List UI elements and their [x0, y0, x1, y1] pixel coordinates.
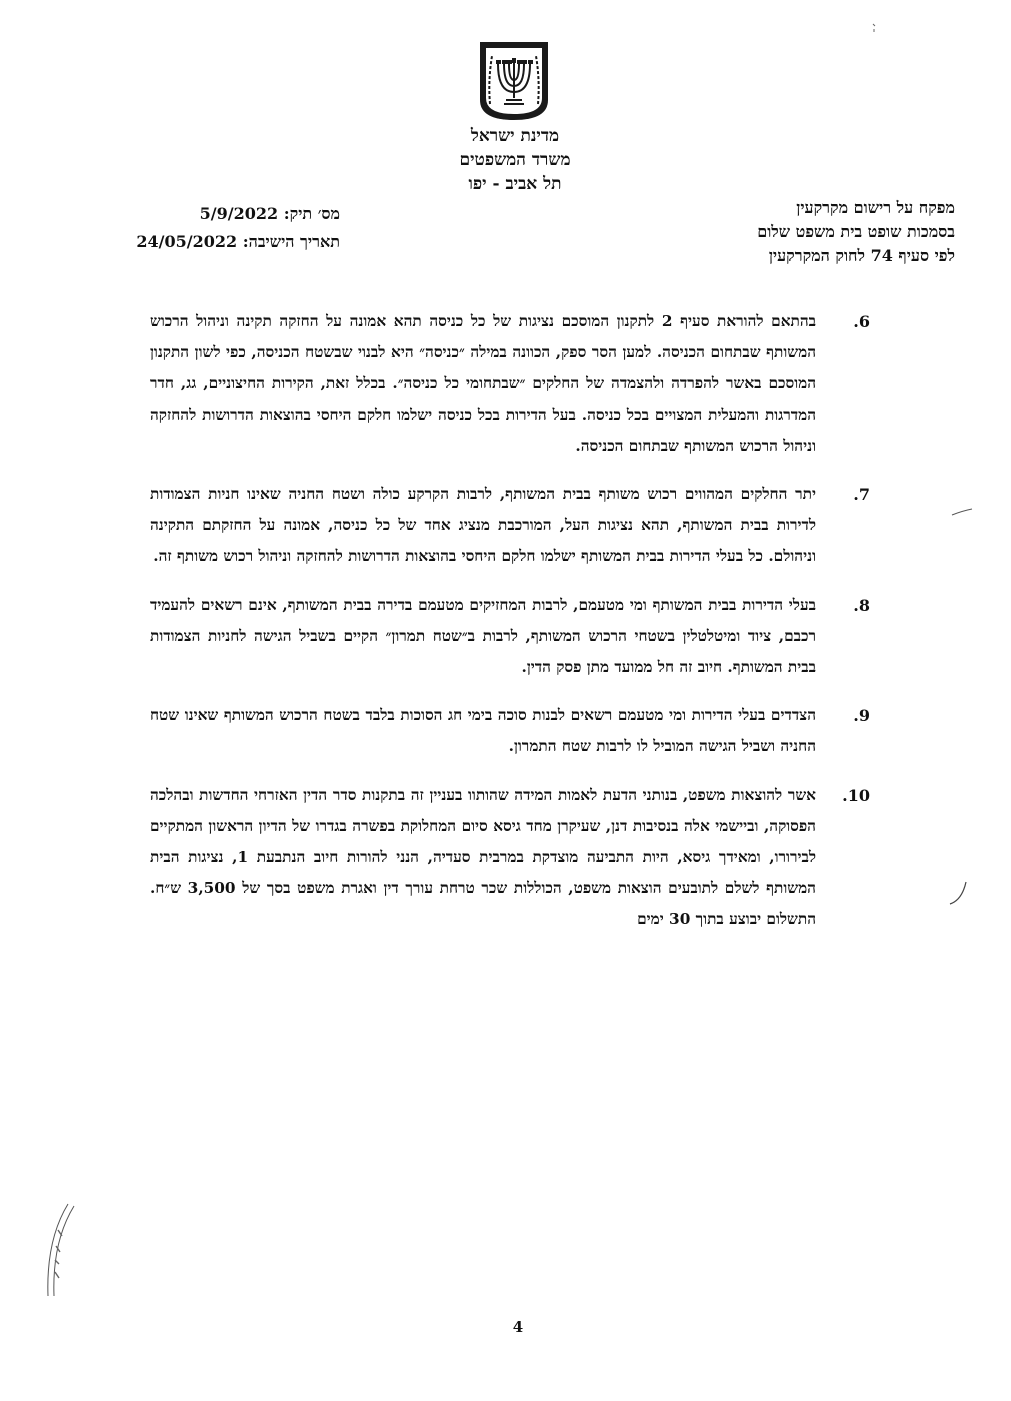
- state-emblem-icon: [478, 40, 550, 122]
- paragraph-9: [150, 700, 870, 762]
- hearing-date-value: 24/05/2022: [136, 232, 238, 251]
- paragraph-10: [150, 780, 870, 936]
- paragraph-text: הצדדים בעלי הדירות ומי מטעמם רשאים לבנות סוכה בימי חג הסוכות בלבד בשטח הרכוש המשותף שאינו שטח החניה ושביל הגישה המוביל לו לרבות שטח התמרון.: [150, 706, 816, 756]
- pen-mark-icon: [950, 505, 974, 519]
- authority-line-3: לפי סעיף 74 לחוק המקרקעין: [768, 246, 955, 265]
- hearing-date-row: [100, 228, 340, 256]
- paragraph-7: [150, 479, 870, 573]
- paragraph-6: [150, 306, 870, 462]
- paragraph-text: יתר החלקים המהווים רכוש משותף בבית המשותף, לרבות הקרקע כולה ושטח החניה שאינו חניות הצמודות לדירות בבית המשותף, תהא נציגות העל, המורכבת מנציג אחד של כל כניסה, אמונה על החזקתם התקינה וניהולם. כל בעלי הדירות בבית המשותף ישלמו חלקם היחסי בהוצאות הדרושות להחזקה וניהול רכוש משותף זה.: [150, 485, 816, 566]
- pen-mark-icon: [948, 878, 972, 908]
- paragraph-number: 10.: [842, 785, 870, 805]
- paragraph-text: בעלי הדירות בבית המשותף ומי מטעמם, לרבות המחזיקים מטעמם בדירה בבית המשותף, אינם רשאים להעמיד רכבם, ציוד ומיטלטלין בשטחי הרכוש המשותף, לרבות ב״שטח תמרון״ הקיים בשביל הגישה לחניות הצמודות בבית המשותף. חיוב זה חל ממועד מתן פסק הדין.: [150, 595, 816, 677]
- paragraph-text: אשר להוצאות משפט, בנותני הדעת לאמות המידה שהותוו בעניין זה בתקנות סדר הדין האזרחי החדשות ובהלכה הפסוקה, וביישמי אלה בנסיבות דנן, שעיקרן מחד גיסא סיום המחלוקת בפשרה בגדרו של הדיון הראשון המתקיים לבירורו, ומאידך גיסא, היות התביעה מוצדקת במרבית סעדיה, הנני להורות חיוב הנתבעת 1, נציגות הבית המשותף לשלם לתובעים הוצאות משפט, הכוללות שכר טרחת עורך דין ואגרת משפט בסך של 3,500 ש״ח. התשלום יבוצע בתוך 30 ימים: [150, 785, 817, 929]
- file-info-block: [100, 200, 340, 256]
- ruling-paragraphs: [150, 306, 870, 953]
- hearing-date-label: תאריך הישיבה:: [242, 232, 340, 251]
- scan-mark-icon: [870, 22, 878, 34]
- ministry-line-city: תל אביב - יפו: [468, 174, 562, 194]
- paragraph-number: 7.: [853, 485, 870, 505]
- ministry-line-state: מדינת ישראל: [470, 126, 560, 146]
- paragraph-number: 6.: [853, 312, 870, 331]
- file-number-label: מס׳ תיק:: [283, 204, 340, 223]
- authority-line-2: בסמכות שופט בית משפט שלום: [757, 222, 955, 241]
- paragraph-number: 8.: [853, 595, 870, 615]
- page-number: 4: [512, 1318, 524, 1336]
- file-number-row: [100, 200, 340, 228]
- official-stamp-icon: [38, 1200, 78, 1300]
- paragraph-number: 9.: [853, 706, 870, 726]
- authority-line-1: מפקח על רישום מקרקעין: [796, 198, 955, 217]
- file-number-value: 5/9/2022: [199, 204, 279, 223]
- ministry-header: [400, 124, 630, 196]
- ministry-line-ministry: משרד המשפטים: [459, 150, 571, 170]
- paragraph-text: בהתאם להוראת סעיף 2 לתקנון המוסכם נציגות של כל כניסה תהא אמונה על החזקה תקינה וניהול הרכוש המשותף שבתחום הכניסה. למען הסר ספק, הכוונה במילה ״כניסה״ היא לבנוי שבשטח הכניסה, כפי לשון התקנון המוסכם באשר להפרדה ולהצמדה של החלקים ״שבתחומי כל כניסה״. בכלל זאת, הקירות החיצוניים, גג, חדר המדרגות והמעלית המצויים בכל כניסה. בעל הדירות בכל כניסה ישלמו חלקם היחסי בהוצאות הדרושות להחזקה וניהול הרכוש המשותף שבתחום הכניסה.: [150, 312, 817, 455]
- authority-block: [655, 196, 955, 268]
- paragraph-8: [150, 590, 870, 684]
